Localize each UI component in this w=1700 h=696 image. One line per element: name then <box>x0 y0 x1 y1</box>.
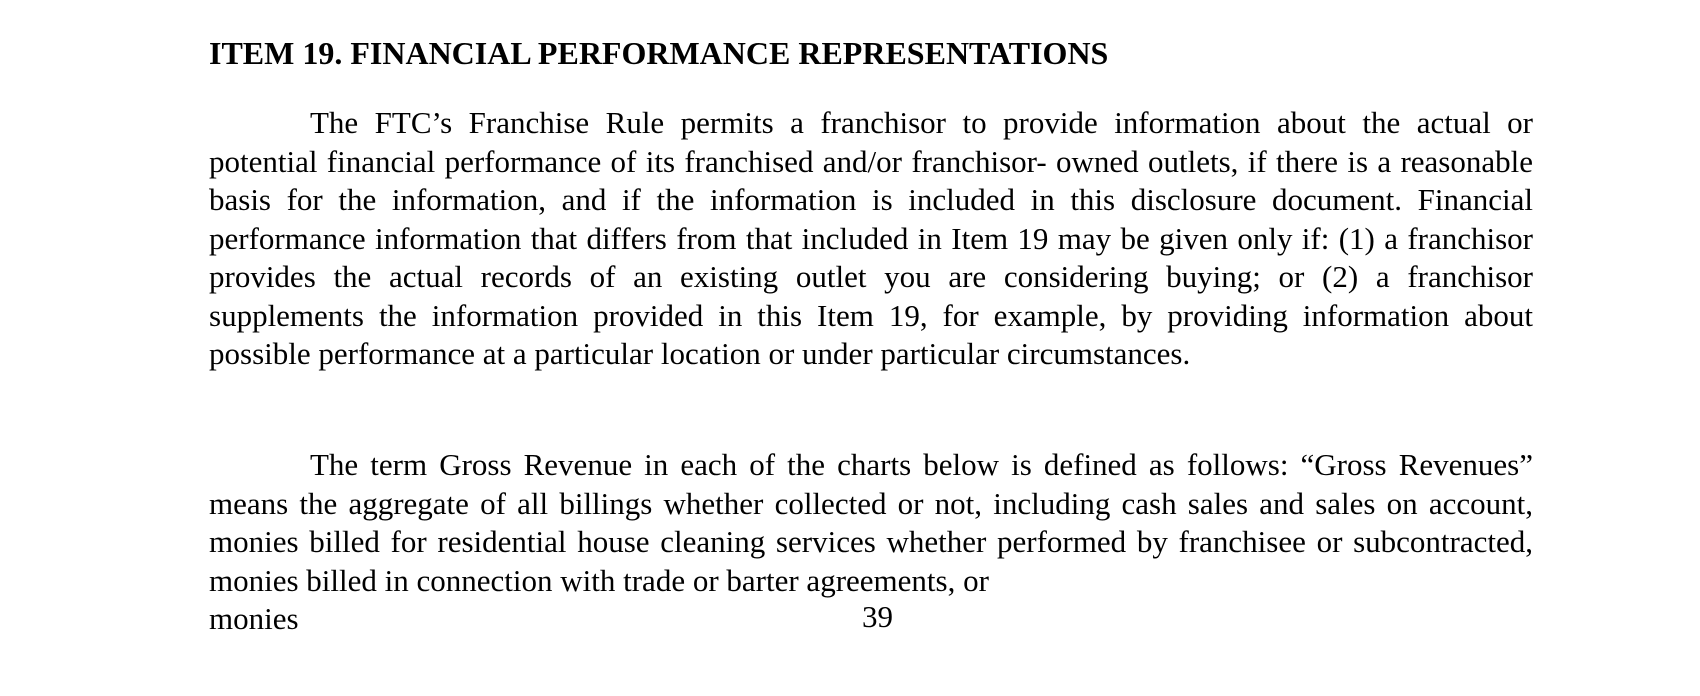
page-number: 39 <box>862 599 893 634</box>
section-heading: ITEM 19. FINANCIAL PERFORMANCE REPRESENTATIONS <box>209 35 1109 71</box>
paragraph-ftc-franchise-rule: The FTC’s Franchise Rule permits a franchisor to provide information about the actual or potential financial performance of its franchised and/or franchisor- owned outlets, if there is a reasonable basis for the information, and if the information is included in this disclosure document. Financial performance information that differs from that included in Item 19 may be given only if: (1) a franchisor provides the actual records of an existing outlet you are considering buying; or (2) a franchisor supplements the information provided in this Item 19, for example, by providing information about possible performance at a particular location or under particular circumstances. <box>209 105 1533 371</box>
paragraph-gross-revenue-definition: The term Gross Revenue in each of the charts below is defined as follows: “Gross Revenues” means the aggregate of all billings whether collected or not, including cash sales and sales on account, monies billed for residential house cleaning services whether performed by franchisee or subcontracted, monies billed in connection with trade or barter agreements, or <box>209 447 1533 598</box>
paragraph-continuation-line: monies <box>209 601 299 636</box>
